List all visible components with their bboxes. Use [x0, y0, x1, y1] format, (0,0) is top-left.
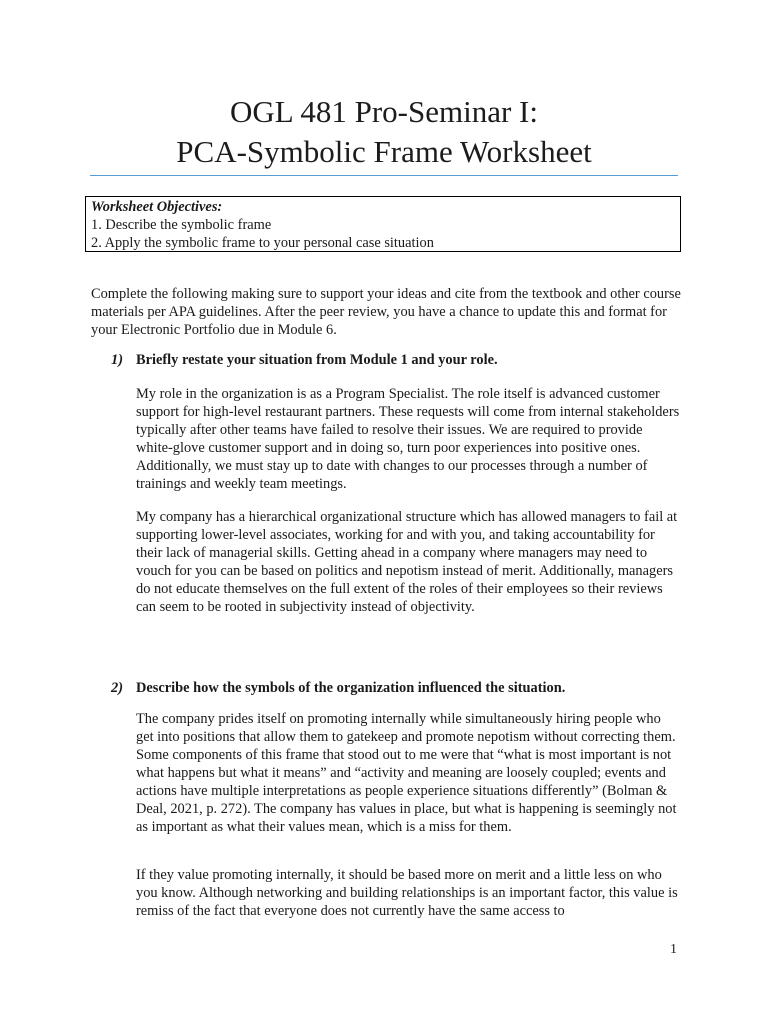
- objective-item: 2. Apply the symbolic frame to your personal case situation: [91, 235, 434, 251]
- answer-paragraph: My company has a hierarchical organizational structure which has allowed managers to fail at supporting lower-level associates, working for and with you, and taking accountability for their lack of managerial skills. Getting ahead in a company where managers may need to vouch for you can be based on politics and nepotism instead of merit. Additionally, managers do not educate themselves on the full extent of the roles of their employees so their reviews can seem to be rooted in subjectivity instead of objectivity.: [136, 509, 678, 615]
- question-2-heading: [111, 679, 711, 697]
- question-number: 1): [111, 352, 123, 368]
- page-number: 1: [670, 942, 677, 957]
- title-line-1: OGL 481 Pro-Seminar I:: [230, 94, 538, 129]
- answer-paragraph: My role in the organization is as a Program Specialist. The role itself is advanced customer support for high-level restaurant partners. These requests will come from internal stakeholders typically after other teams have failed to resolve their issues. We are required to provide white-glove customer support and in doing so, turn poor experiences into positive ones. Additionally, we must stay up to date with changes to our processes through a number of trainings and weekly team meetings.: [136, 386, 680, 492]
- objectives-heading: Worksheet Objectives:: [91, 199, 223, 215]
- question-prompt: Briefly restate your situation from Module 1 and your role.: [136, 352, 498, 368]
- question-1-heading: [111, 351, 711, 369]
- worksheet-objectives-box: [85, 196, 681, 252]
- title-divider: [90, 175, 678, 176]
- question-number: 2): [111, 680, 123, 696]
- instructions-paragraph: Complete the following making sure to support your ideas and cite from the textbook and other course materials per APA guidelines. After the peer review, you have a chance to update this and format for your Electronic Portfolio due in Module 6.: [91, 286, 681, 338]
- title-line-2: PCA-Symbolic Frame Worksheet: [176, 134, 592, 169]
- answer-paragraph: The company prides itself on promoting internally while simultaneously hiring people who get into positions that allow them to gatekeep and promote nepotism without correcting them. Some components of this frame that stood out to me were that “what is most important is not what happens but what it means” and “activity and meaning are loosely coupled; events and actions have multiple interpretations as people experience situations differently” (Bolman & Deal, 2021, p. 272). The company has values in place, but what is happening is seemingly not as important as what their values mean, which is a miss for them.: [136, 711, 677, 835]
- answer-paragraph: If they value promoting internally, it should be based more on merit and a little less on who you know. Although networking and building relationships is an important factor, this value is remiss of the fact that everyone does not currently have the same access to: [136, 867, 678, 919]
- question-prompt: Describe how the symbols of the organization influenced the situation.: [136, 680, 566, 696]
- document-title: [0, 92, 768, 172]
- objective-item: 1. Describe the symbolic frame: [91, 217, 272, 233]
